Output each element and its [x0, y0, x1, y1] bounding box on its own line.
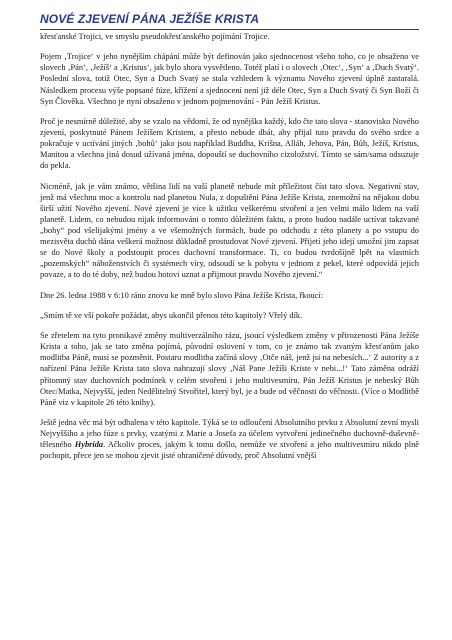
paragraph-8-before: Ještě jedna věc má být odhalena v této kapitole. Týká se to odloučení Absolutního prvku z Absolutní zevní mysli Nejvyššího a jeho fúze s prvky, vzatými z Marie a Josefa za účelem vytvoření jedinečného duchovně-duševně-tělesného [40, 418, 419, 450]
paragraph-6: „Smím tě ve vší pokoře požádat, abys ukončil přenos této kapitoly? Vřelý dík. [40, 310, 303, 320]
paragraph-7: Se zřetelem na tyto pronikavé změny multiverzálního rázu, jsoucí výsledkem změny v přirozenosti Pána Ježíše Krista a toho, jak se tato změna pojímá, původní oslovení v tom, co je známo tak zvaným křesťanům jako modlitba Páně, musí se pozměnit. Postaru modlitba začíná slovy ‚Otče náš, jenž jsi na nebesích...‘ Z autority a z nařízení Pána Ježíše Krista tato slova nahrazují slovy ‚Náš Pane Ježíši Kriste v nebi...!‘ Tato záměna odráží přítomný stav duchovních podmínek v celém stvoření i jeho multivesmíru. Pán Ježíš Kristus je nebeský Bůh Otec/Matka, Nejvyšší, jeden Nedělitelný Stvořitel, který byl, je a bude od věčnosti do věčnosti. (Více o Modlitbě Páně viz v kapitole 26 této knihy). [40, 331, 419, 407]
paragraph-8-after: . Ačkoliv proces, jakým k tomu došlo, nemůže ve stvoření a jeho multivesmíru nikdo plně pochopit, přece jen se mohou zjevit jisté ohraničené důvody, proč Absolutní vnější [40, 440, 419, 461]
paragraph-8 [40, 417, 419, 461]
emphasis-hybrida: Hybrida [74, 440, 104, 450]
paragraph-3: Proč je nesmírně důležité, aby se vzalo na vědomí, že od nynějška každý, kdo čte tato slova - stanovisko Nového zjevení, poskytnuté Pánem Ježíšem Kristem, a přesto nebude dbát, aby přijal tuto pravdu do svého srdce a pokračuje v uctívání jiných ‚bohů‘ jako jsou například Buddha, Krišna, Alláh, Jehova, Pán, Bůh, Ježíš, Kristus, Manitou a všechna jiná dosud užívaná jména, dopouští se duchovního cizoložství. Tímto se sám/sama odsuzuje do pekla. [40, 116, 419, 171]
paragraph-5: Dne 26. ledna 1988 v 6:10 ráno znovu ke mně bylo slovo Pána Ježíše Krista, řkoucí: [40, 290, 324, 300]
running-head: NOVÉ ZJEVENÍ PÁNA JEŽÍŠE KRISTA [40, 12, 260, 26]
header-rule [40, 29, 419, 30]
paragraph-2: Pojem ‚Trojice‘ v jeho nynějším chápání může být definován jako sjednocenost všeho toho, co je obsaženo ve slovech ‚Pán‘, ‚Ježíš‘ a ‚Kristus‘, jak bylo shora vysvětleno. Totéž platí i o slovech ‚Otec‘, ‚Syn‘ a ‚Duch Svatý‘. Poslední slova, totiž Otec, Syn a Duch Svatý se stala vzhledem k významu Nového zjevení úplně zastaralá. Následkem procesu výše popsané fúze, křížení a sjednocení není již déle Otec, Syn a Duch Svatý či Syn Boží či Syn Člověka. Všechno je nyní obsaženo v jednom pojmenování - Pán Ježíš Kristus. [40, 52, 419, 106]
document-page [40, 0, 419, 461]
document-body [40, 31, 419, 461]
paragraph-4: Nicméně, jak je vám známo, většina lidí na vaší planetě nebude mít příležitost číst tato slova. Negativní stav, jenž má všechnu moc a kontrolu nad planetou Nula, z dopuštění Pána Ježíše Krista, znemožní na nějakou dobu širší užití Nového zjevení. Nové zjevení je více k užitku veškerému stvoření a jen velmi málo lidem na vaší planetě. Lidem, co nebudou nijak informováni o tomto důležitém faktu, a proto budou nadále uctívat takzvané „bohy“ pod všelijakými jmény a ve všemožných formách, bude po odchodu z této planety a po vstupu do mezisvěta duchů dána veškerá možnost důkladně prostudovat Nové zjevení. Přijetí jeho idejí umožní jim zapsat se do Nové školy a podstoupit proces duchovní transformace. Ti, co budou tvrdošíjně lpět na vlastních „pozemských“ náboženstvích či systémech víry, odsoudí se k pobytu v jednom z pekel, které odpovídá jejich povaze, a to do té doby, než budou hotovi uznat a přijmout pravdu Nového zjevení.“ [40, 181, 419, 280]
paragraph-1: křesťanské Trojici, ve smyslu pseudokřesťanského pojímání Trojice. [40, 32, 270, 41]
